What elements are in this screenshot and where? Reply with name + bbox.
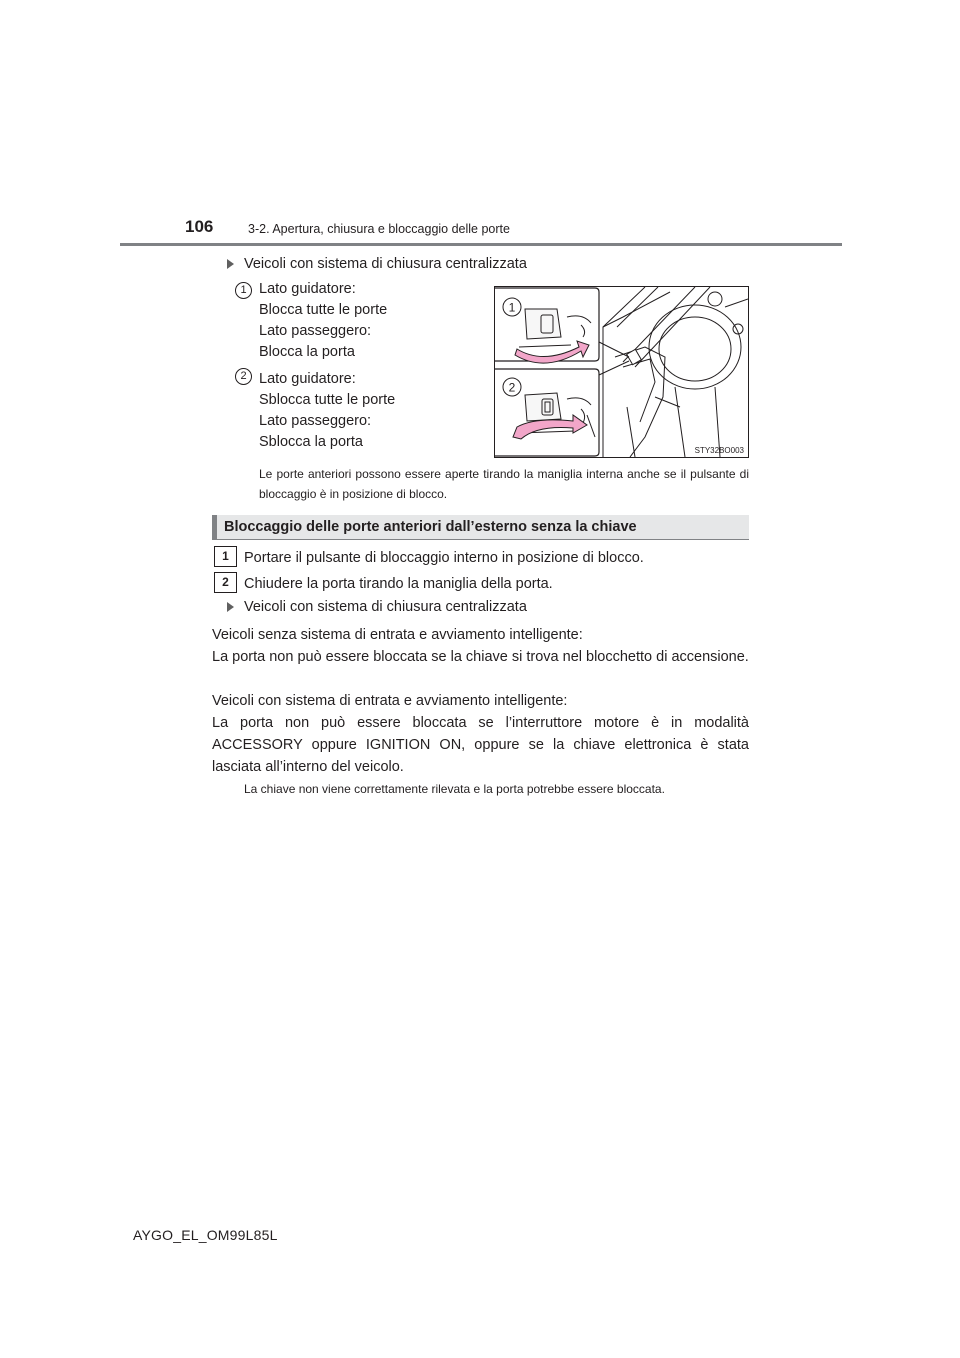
- lock-item-1: [259, 279, 387, 363]
- lock-item-2-line: Lato guidatore:: [259, 371, 356, 387]
- lock-item-2-line: Lato passeggero:: [259, 413, 372, 429]
- outside-lock-heading: [227, 599, 527, 615]
- section-title: 3-2. Apertura, chiusura e bloccaggio delle porte: [248, 222, 510, 236]
- figure-code: STY32BO003: [694, 446, 744, 455]
- paragraph-1-body: La porta non può essere bloccata se la chiave si trova nel blocchetto di accensione.: [212, 649, 749, 665]
- door-lock-switch-illustration: [494, 286, 749, 458]
- step-1-text: Portare il pulsante di bloccaggio interno in posizione di blocco.: [244, 550, 644, 566]
- lock-item-1-line: Blocca tutte le porte: [259, 302, 388, 318]
- callout-2: 2: [508, 380, 516, 395]
- triangle-bullet-icon: [227, 602, 234, 612]
- paragraph-1-title: Veicoli senza sistema di entrata e avviamento intelligente:: [212, 627, 583, 643]
- triangle-bullet-icon: [227, 259, 234, 269]
- lock-item-2-line: Sblocca tutte le porte: [259, 392, 396, 408]
- header-divider: [120, 243, 842, 246]
- item-number-1: 1: [235, 282, 252, 299]
- lock-item-1-line: Blocca la porta: [259, 344, 355, 360]
- central-lock-heading-text: Veicoli con sistema di chiusura centralizzata: [244, 256, 527, 272]
- step-2-text: Chiudere la porta tirando la maniglia della porta.: [244, 576, 553, 592]
- item-number-2: 2: [235, 368, 252, 385]
- paragraph-2-title: Veicoli con sistema di entrata e avviamento intelligente:: [212, 693, 568, 709]
- callout-1: 1: [508, 300, 516, 315]
- outside-lock-heading-text: Veicoli con sistema di chiusura centralizzata: [244, 599, 527, 615]
- lock-item-1-line: Lato passeggero:: [259, 323, 372, 339]
- section-header-title: Bloccaggio delle porte anteriori dall’esterno senza la chiave: [224, 519, 637, 535]
- step-number-2: 2: [214, 572, 237, 593]
- lock-item-2: [259, 369, 395, 453]
- central-lock-heading: [227, 256, 527, 272]
- central-lock-note: Le porte anteriori possono essere aperte tirando la maniglia interna anche se il pulsante di bloccaggio è in posizione di blocco.: [259, 467, 749, 501]
- lock-item-2-line: Sblocca la porta: [259, 434, 363, 450]
- outside-lock-note: La chiave non viene correttamente rilevata e la porta potrebbe essere bloccata.: [244, 782, 665, 796]
- footer-document-code: AYGO_EL_OM99L85L: [133, 1227, 278, 1243]
- step-number-1: 1: [214, 546, 237, 567]
- door-lock-switch-drawing: [495, 287, 748, 457]
- section-header-rule: [212, 539, 749, 540]
- page-number: 106: [185, 217, 214, 236]
- lock-item-1-line: Lato guidatore:: [259, 281, 356, 297]
- paragraph-without-smart-entry: [212, 624, 749, 668]
- paragraph-2-body: La porta non può essere bloccata se l’interruttore motore è in modalità ACCESSORY oppure IGNITION ON, oppure se la chiave elettronica è stata lasciata all’interno del veicolo.: [212, 715, 749, 775]
- paragraph-with-smart-entry: [212, 690, 749, 778]
